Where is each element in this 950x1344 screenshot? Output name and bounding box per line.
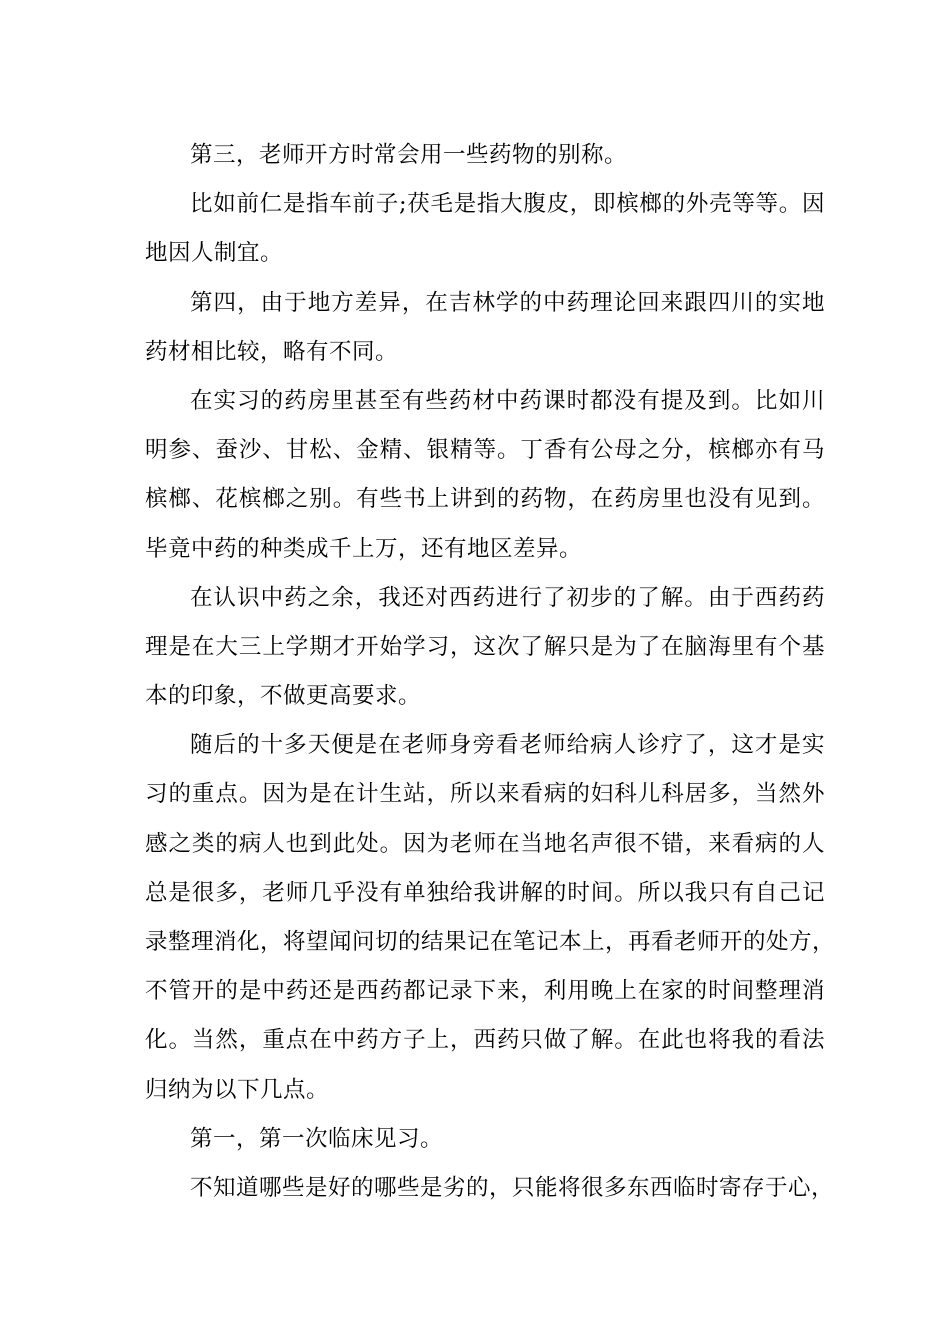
text-line: 本的印象，不做更高要求。 bbox=[145, 683, 422, 710]
body-text bbox=[145, 131, 836, 1213]
paragraph-first-line: 第四，由于地方差异，在吉林学的中药理论回来跟四川的实地 bbox=[190, 289, 825, 316]
text-line: 明参、蚕沙、甘松、金精、银精等。丁香有公母之分，槟榔亦有马 bbox=[145, 437, 825, 464]
text-line: 槟榔、花槟榔之别。有些书上讲到的药物，在药房里也没有见到。 bbox=[145, 486, 825, 513]
paragraph-first-line: 比如前仁是指车前子;茯毛是指大腹皮，即槟榔的外壳等等。因 bbox=[190, 191, 825, 218]
text-line: 药材相比较，略有不同。 bbox=[145, 338, 399, 365]
paragraph-first-line: 随后的十多天便是在老师身旁看老师给病人诊疗了，这才是实 bbox=[190, 732, 825, 759]
paragraph-first-line: 第一，第一次临床见习。 bbox=[190, 1125, 444, 1152]
text-line: 感之类的病人也到此处。因为老师在当地名声很不错，来看病的人 bbox=[145, 830, 825, 857]
text-line: 地因人制宜。 bbox=[145, 240, 284, 267]
paragraph-first-line: 不知道哪些是好的哪些是劣的，只能将很多东西临时寄存于心， bbox=[190, 1174, 835, 1201]
text-line: 习的重点。因为是在计生站，所以来看病的妇科儿科居多，当然外 bbox=[145, 781, 825, 808]
paragraph-first-line: 在实习的药房里甚至有些药材中药课时都没有提及到。比如川 bbox=[190, 387, 825, 414]
text-line: 归纳为以下几点。 bbox=[145, 1076, 330, 1103]
text-line: 不管开的是中药还是西药都记录下来，利用晚上在家的时间整理消 bbox=[145, 978, 825, 1005]
paragraph-first-line: 在认识中药之余，我还对西药进行了初步的了解。由于西药药 bbox=[190, 584, 825, 611]
text-line: 化。当然，重点在中药方子上，西药只做了解。在此也将我的看法 bbox=[145, 1027, 825, 1054]
text-line: 总是很多，老师几乎没有单独给我讲解的时间。所以我只有自己记 bbox=[145, 879, 825, 906]
text-line: 录整理消化，将望闻问切的结果记在笔记本上，再看老师开的处方， bbox=[145, 929, 836, 955]
text-line: 理是在大三上学期才开始学习，这次了解只是为了在脑海里有个基 bbox=[145, 633, 825, 660]
text-line: 毕竟中药的种类成千上万，还有地区差异。 bbox=[145, 535, 583, 562]
paragraph-first-line: 第三，老师开方时常会用一些药物的别称。 bbox=[190, 142, 628, 168]
